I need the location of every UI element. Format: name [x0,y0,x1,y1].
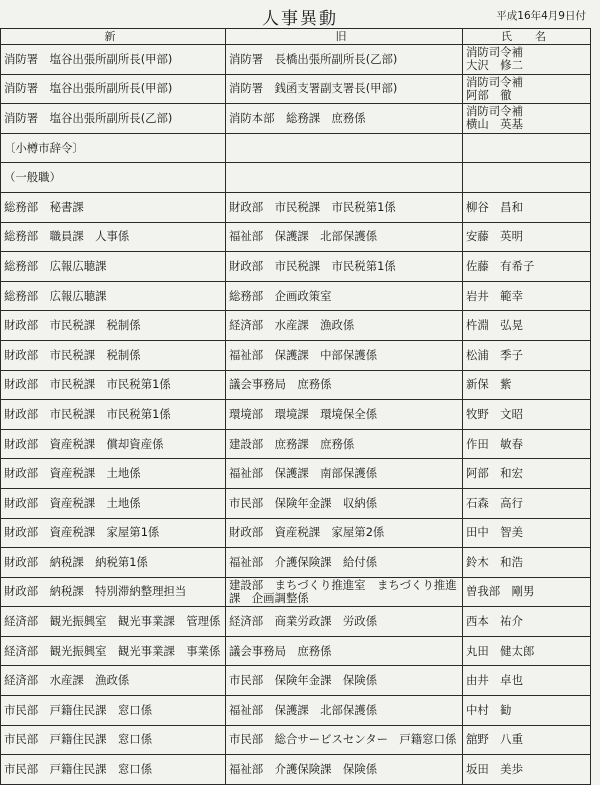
person-rank: 消防司令補 [466,104,523,119]
person-name: 石森 高行 [466,495,523,510]
person-name-cell [463,696,591,726]
new-position: 消防署 塩谷出張所副所長(乙部) [1,104,226,134]
person-name: 由井 卓也 [466,673,523,688]
new-position: 消防署 塩谷出張所副所長(甲部) [1,74,226,104]
old-position: 議会事務局 庶務係 [226,370,463,400]
table-row [1,429,591,459]
table-row [1,45,591,75]
table-row [1,104,591,134]
old-position: 建設部 まちづくり推進室 まちづくり推進課 企画調整係 [226,577,463,607]
new-position: 経済部 観光振興室 観光事業課 事業係 [1,636,226,666]
person-name: 丸田 健太郎 [466,643,535,658]
old-position: 福祉部 保護課 北部保護係 [226,696,463,726]
new-position: 財政部 資産税課 家屋第1係 [1,518,226,548]
old-position: 福祉部 保護課 中部保護係 [226,340,463,370]
person-rank: 消防司令補 [466,45,523,60]
new-position: 経済部 観光振興室 観光事業課 管理係 [1,607,226,637]
old-position: 財政部 市民税課 市民税第1係 [226,252,463,282]
new-position: 市民部 戸籍住民課 窓口係 [1,725,226,755]
person-name: 安藤 英明 [466,229,523,244]
new-position: 財政部 市民税課 市民税第1係 [1,400,226,430]
old-position: 福祉部 介護保険課 給付係 [226,548,463,578]
person-name-cell [463,370,591,400]
person-name-cell [463,429,591,459]
section-label: 〔小樽市辞令〕 [1,133,226,163]
person-name-cell [463,518,591,548]
section-label: （一般職） [1,163,226,193]
publication-date: 平成16年4月9日付 [496,10,586,22]
person-name: 新保 紫 [466,377,512,392]
header-old: 旧 [226,29,463,45]
person-name-cell [463,252,591,282]
empty-cell [463,133,591,163]
person-name-cell [463,548,591,578]
section-row [1,133,591,163]
old-position: 消防本部 総務課 庶務係 [226,104,463,134]
table-row [1,459,591,489]
person-name-cell [463,607,591,637]
new-position: 市民部 戸籍住民課 窓口係 [1,696,226,726]
header-new: 新 [1,29,226,45]
table-row [1,252,591,282]
old-position: 福祉部 保護課 南部保護係 [226,459,463,489]
person-name-cell [463,459,591,489]
new-position: 市民部 戸籍住民課 窓口係 [1,755,226,785]
table-row [1,281,591,311]
person-name-cell [463,725,591,755]
person-name: 佐藤 有希子 [466,258,535,273]
new-position: 総務部 秘書課 [1,192,226,222]
old-position: 建設部 庶務課 庶務係 [226,429,463,459]
new-position: 財政部 市民税課 税制係 [1,311,226,341]
table-row [1,755,591,785]
new-position: 財政部 資産税課 土地係 [1,488,226,518]
empty-cell [463,163,591,193]
table-row [1,311,591,341]
table-row [1,74,591,104]
table-row [1,488,591,518]
person-name: 阿部 徹 [466,87,512,102]
section-row [1,163,591,193]
old-position: 経済部 水産課 漁政係 [226,311,463,341]
person-rank: 消防司令補 [466,74,523,89]
table-row [1,400,591,430]
old-position: 経済部 商業労政課 労政係 [226,607,463,637]
old-position: 消防署 銭函支署副支署長(甲部) [226,74,463,104]
new-position: 総務部 広報広聴課 [1,281,226,311]
old-position: 市民部 総合サービスセンター 戸籍窓口係 [226,725,463,755]
personnel-table [0,28,591,785]
table-row [1,666,591,696]
new-position: 経済部 水産課 漁政係 [1,666,226,696]
page-title: 人事異動 [262,9,338,29]
new-position: 財政部 市民税課 市民税第1係 [1,370,226,400]
person-name: 大沢 修二 [466,58,523,73]
person-name: 西本 祐介 [466,614,523,629]
person-name: 曽我部 剛男 [466,584,535,599]
person-name: 中村 勧 [466,702,512,717]
table-row [1,370,591,400]
new-position: 総務部 職員課 人事係 [1,222,226,252]
table-row [1,518,591,548]
old-position: 総務部 企画政策室 [226,281,463,311]
table-row [1,636,591,666]
old-position: 福祉部 介護保険課 保険係 [226,755,463,785]
person-name: 田中 智美 [466,525,523,540]
table-row [1,607,591,637]
person-name: 杵淵 弘晃 [466,318,523,333]
person-name: 岩井 範幸 [466,288,523,303]
old-position: 財政部 市民税課 市民税第1係 [226,192,463,222]
person-name: 牧野 文昭 [466,406,523,421]
empty-cell [226,133,463,163]
new-position: 財政部 資産税課 償却資産係 [1,429,226,459]
new-position: 総務部 広報広聴課 [1,252,226,282]
person-name-cell [463,488,591,518]
person-name: 舘野 八重 [466,732,523,747]
person-name-cell [463,222,591,252]
old-position: 環境部 環境課 環境保全係 [226,400,463,430]
person-name-cell [463,340,591,370]
person-name-cell [463,577,591,607]
person-name: 横山 英基 [466,117,523,132]
header-name: 氏 名 [463,29,591,45]
old-position: 福祉部 保護課 北部保護係 [226,222,463,252]
person-name-cell [463,45,591,75]
table-row [1,577,591,607]
person-name-cell [463,281,591,311]
person-name: 坂田 美歩 [466,762,523,777]
table-row [1,725,591,755]
person-name-cell [463,311,591,341]
person-name-cell [463,192,591,222]
table-body [1,45,591,785]
table-row [1,548,591,578]
person-name-cell [463,755,591,785]
person-name: 鈴木 和浩 [466,554,523,569]
old-position: 消防署 長橋出張所副所長(乙部) [226,45,463,75]
table-row [1,222,591,252]
old-position: 議会事務局 庶務係 [226,636,463,666]
old-position: 財政部 資産税課 家屋第2係 [226,518,463,548]
person-name: 柳谷 昌和 [466,199,523,214]
person-name-cell [463,104,591,134]
person-name-cell [463,636,591,666]
new-position: 財政部 資産税課 土地係 [1,459,226,489]
new-position: 消防署 塩谷出張所副所長(甲部) [1,45,226,75]
table-header-row [1,29,591,45]
old-position: 市民部 保険年金課 保険係 [226,666,463,696]
person-name-cell [463,666,591,696]
table-row [1,192,591,222]
person-name-cell [463,400,591,430]
new-position: 財政部 市民税課 税制係 [1,340,226,370]
old-position: 市民部 保険年金課 収納係 [226,488,463,518]
person-name-cell [463,74,591,104]
person-name: 作田 敏春 [466,436,523,451]
person-name: 松浦 季子 [466,347,523,362]
table-row [1,340,591,370]
new-position: 財政部 納税課 納税第1係 [1,548,226,578]
person-name: 阿部 和宏 [466,466,523,481]
empty-cell [226,163,463,193]
table-row [1,696,591,726]
new-position: 財政部 納税課 特別滞納整理担当 [1,577,226,607]
